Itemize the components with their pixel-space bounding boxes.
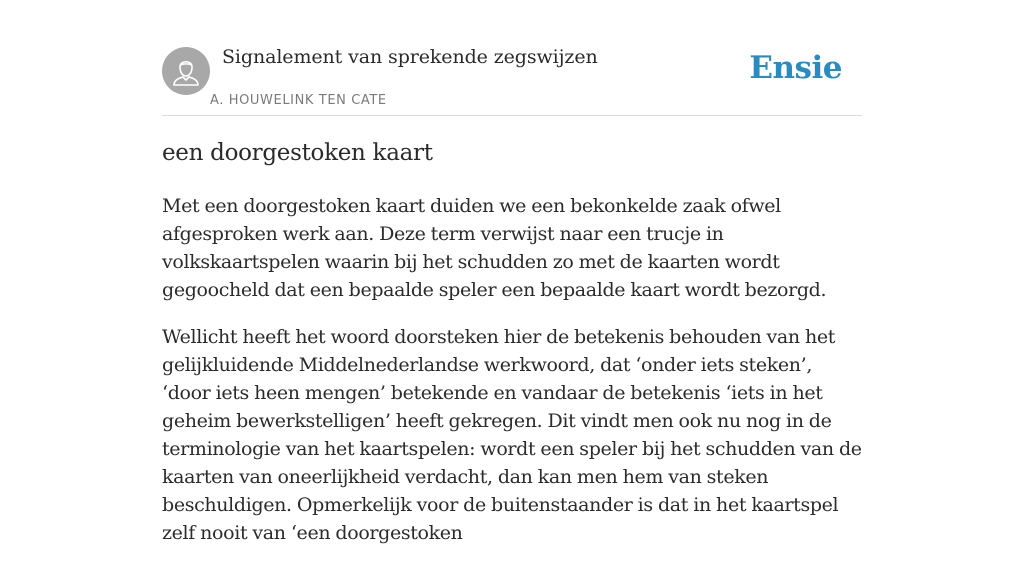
- entry-paragraph: Met een doorgestoken kaart duiden we een bekonkelde zaak ofwel afgesproken werk aan. Deze term verwijst naar een trucje in volkskaartspelen waarin bij het schudden zo met de kaarten wordt gegoocheld dat een bepaalde speler een bepaalde kaart wordt bezorgd.: [162, 195, 827, 301]
- entry-header: [162, 0, 862, 116]
- page-container: [162, 0, 862, 544]
- book-title[interactable]: Signalement van sprekende zegswijzen: [222, 46, 598, 68]
- author-name[interactable]: A. HOUWELINK TEN CATE: [210, 93, 387, 108]
- entry-body: [162, 192, 862, 566]
- entry-paragraph: Wellicht heeft het woord doorsteken hier de betekenis behouden van het gelijkluidende Middelnederlandse werkwoord, dat ‘onder iets steken’, ‘door iets heen mengen’ betekende en vandaar de betekenis ‘iets in het geheim bewerkstelligen’ heeft gekregen. Dit vindt men ook nu nog in de terminologie van het kaartspelen: wordt een speler bij het schudden van de kaarten van oneerlijkheid verdacht, dan kan men hem van steken beschuldigen. Opmerkelijk voor de buitenstaander is dat in het kaartspel zelf nooit van ‘een doorgestoken: [162, 326, 862, 544]
- ensie-logo[interactable]: Ensie: [749, 50, 842, 86]
- user-avatar-icon[interactable]: [162, 47, 210, 95]
- entry-title: een doorgestoken kaart: [162, 140, 433, 166]
